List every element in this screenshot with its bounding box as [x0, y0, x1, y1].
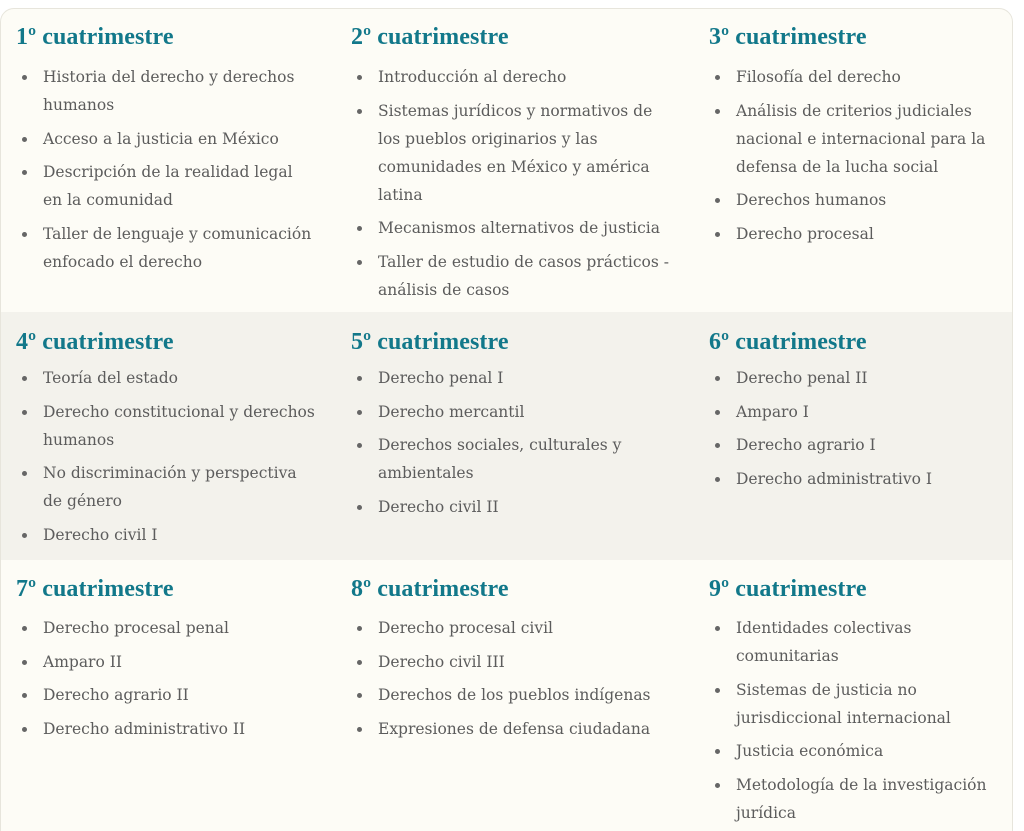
semester-heading: 8º cuatrimestre: [351, 576, 509, 602]
subject-list: [351, 364, 651, 521]
semester-block-9: [709, 574, 1001, 831]
semester-heading: 6º cuatrimestre: [709, 329, 867, 355]
subject-item: Identidades colectivas comunitarias: [709, 614, 1001, 670]
semester-block-7: [16, 574, 316, 748]
subject-item: Derecho procesal penal: [16, 614, 316, 642]
semester-block-6: [709, 327, 1001, 498]
semester-block-3: [709, 22, 1001, 253]
subject-item: Análisis de criterios judiciales nacional e internacional para la defensa de la lucha social: [709, 97, 1001, 181]
semester-heading: 4º cuatrimestre: [16, 329, 174, 355]
subject-item: Mecanismos alternativos de justicia: [351, 214, 671, 242]
subject-list: [16, 614, 316, 743]
subject-list: [351, 63, 671, 304]
semester-block-1: [16, 22, 316, 281]
subject-item: Metodología de la investigación jurídica: [709, 771, 1001, 827]
semester-row-2: [1, 312, 1012, 560]
semester-row-1: [1, 9, 1012, 312]
subject-item: Descripción de la realidad legal en la comunidad: [16, 158, 316, 214]
subject-list: [709, 63, 1001, 248]
subject-item: Amparo II: [16, 648, 316, 676]
subject-item: Derecho administrativo I: [709, 465, 1001, 493]
subject-item: Introducción al derecho: [351, 63, 671, 91]
semester-heading: 9º cuatrimestre: [709, 576, 867, 602]
subject-list: [351, 614, 671, 743]
subject-item: Derecho constitucional y derechos humanos: [16, 398, 316, 454]
subject-item: Filosofía del derecho: [709, 63, 1001, 91]
subject-item: Derecho civil I: [16, 521, 316, 549]
semester-block-8: [351, 574, 671, 748]
subject-list: [16, 364, 316, 549]
subject-item: Derechos de los pueblos indígenas: [351, 681, 671, 709]
subject-item: Acceso a la justicia en México: [16, 125, 316, 153]
subject-item: Taller de estudio de casos prácticos - análisis de casos: [351, 248, 671, 304]
semester-row-3: [1, 560, 1012, 831]
subject-item: Justicia económica: [709, 737, 1001, 765]
subject-item: Derecho penal I: [351, 364, 651, 392]
semester-block-4: [16, 327, 316, 554]
subject-item: Expresiones de defensa ciudadana: [351, 715, 671, 743]
semester-block-2: [351, 22, 671, 309]
subject-item: No discriminación y perspectiva de género: [16, 459, 316, 515]
subject-item: Taller de lenguaje y comunicación enfocado el derecho: [16, 220, 316, 276]
subject-item: Derecho agrario II: [16, 681, 316, 709]
subject-list: [16, 63, 316, 276]
semester-heading: 3º cuatrimestre: [709, 24, 867, 50]
subject-item: Sistemas de justicia no jurisdiccional internacional: [709, 676, 1001, 732]
subject-item: Sistemas jurídicos y normativos de los pueblos originarios y las comunidades en México y américa latina: [351, 97, 671, 209]
subject-item: Derechos sociales, culturales y ambientales: [351, 431, 651, 487]
subject-item: Derecho civil II: [351, 493, 651, 521]
subject-list: [709, 614, 1001, 827]
semester-block-5: [351, 327, 651, 526]
semester-heading: 7º cuatrimestre: [16, 576, 174, 602]
subject-list: [709, 364, 1001, 493]
semester-heading: 5º cuatrimestre: [351, 329, 509, 355]
semester-heading: 2º cuatrimestre: [351, 24, 509, 50]
subject-item: Derecho agrario I: [709, 431, 1001, 459]
curriculum-card: [0, 8, 1013, 831]
subject-item: Teoría del estado: [16, 364, 316, 392]
subject-item: Derecho procesal: [709, 220, 1001, 248]
subject-item: Derecho administrativo II: [16, 715, 316, 743]
subject-item: Historia del derecho y derechos humanos: [16, 63, 316, 119]
subject-item: Derecho procesal civil: [351, 614, 671, 642]
subject-item: Derecho mercantil: [351, 398, 651, 426]
subject-item: Derecho civil III: [351, 648, 671, 676]
subject-item: Derechos humanos: [709, 186, 1001, 214]
subject-item: Amparo I: [709, 398, 1001, 426]
subject-item: Derecho penal II: [709, 364, 1001, 392]
semester-heading: 1º cuatrimestre: [16, 24, 174, 50]
